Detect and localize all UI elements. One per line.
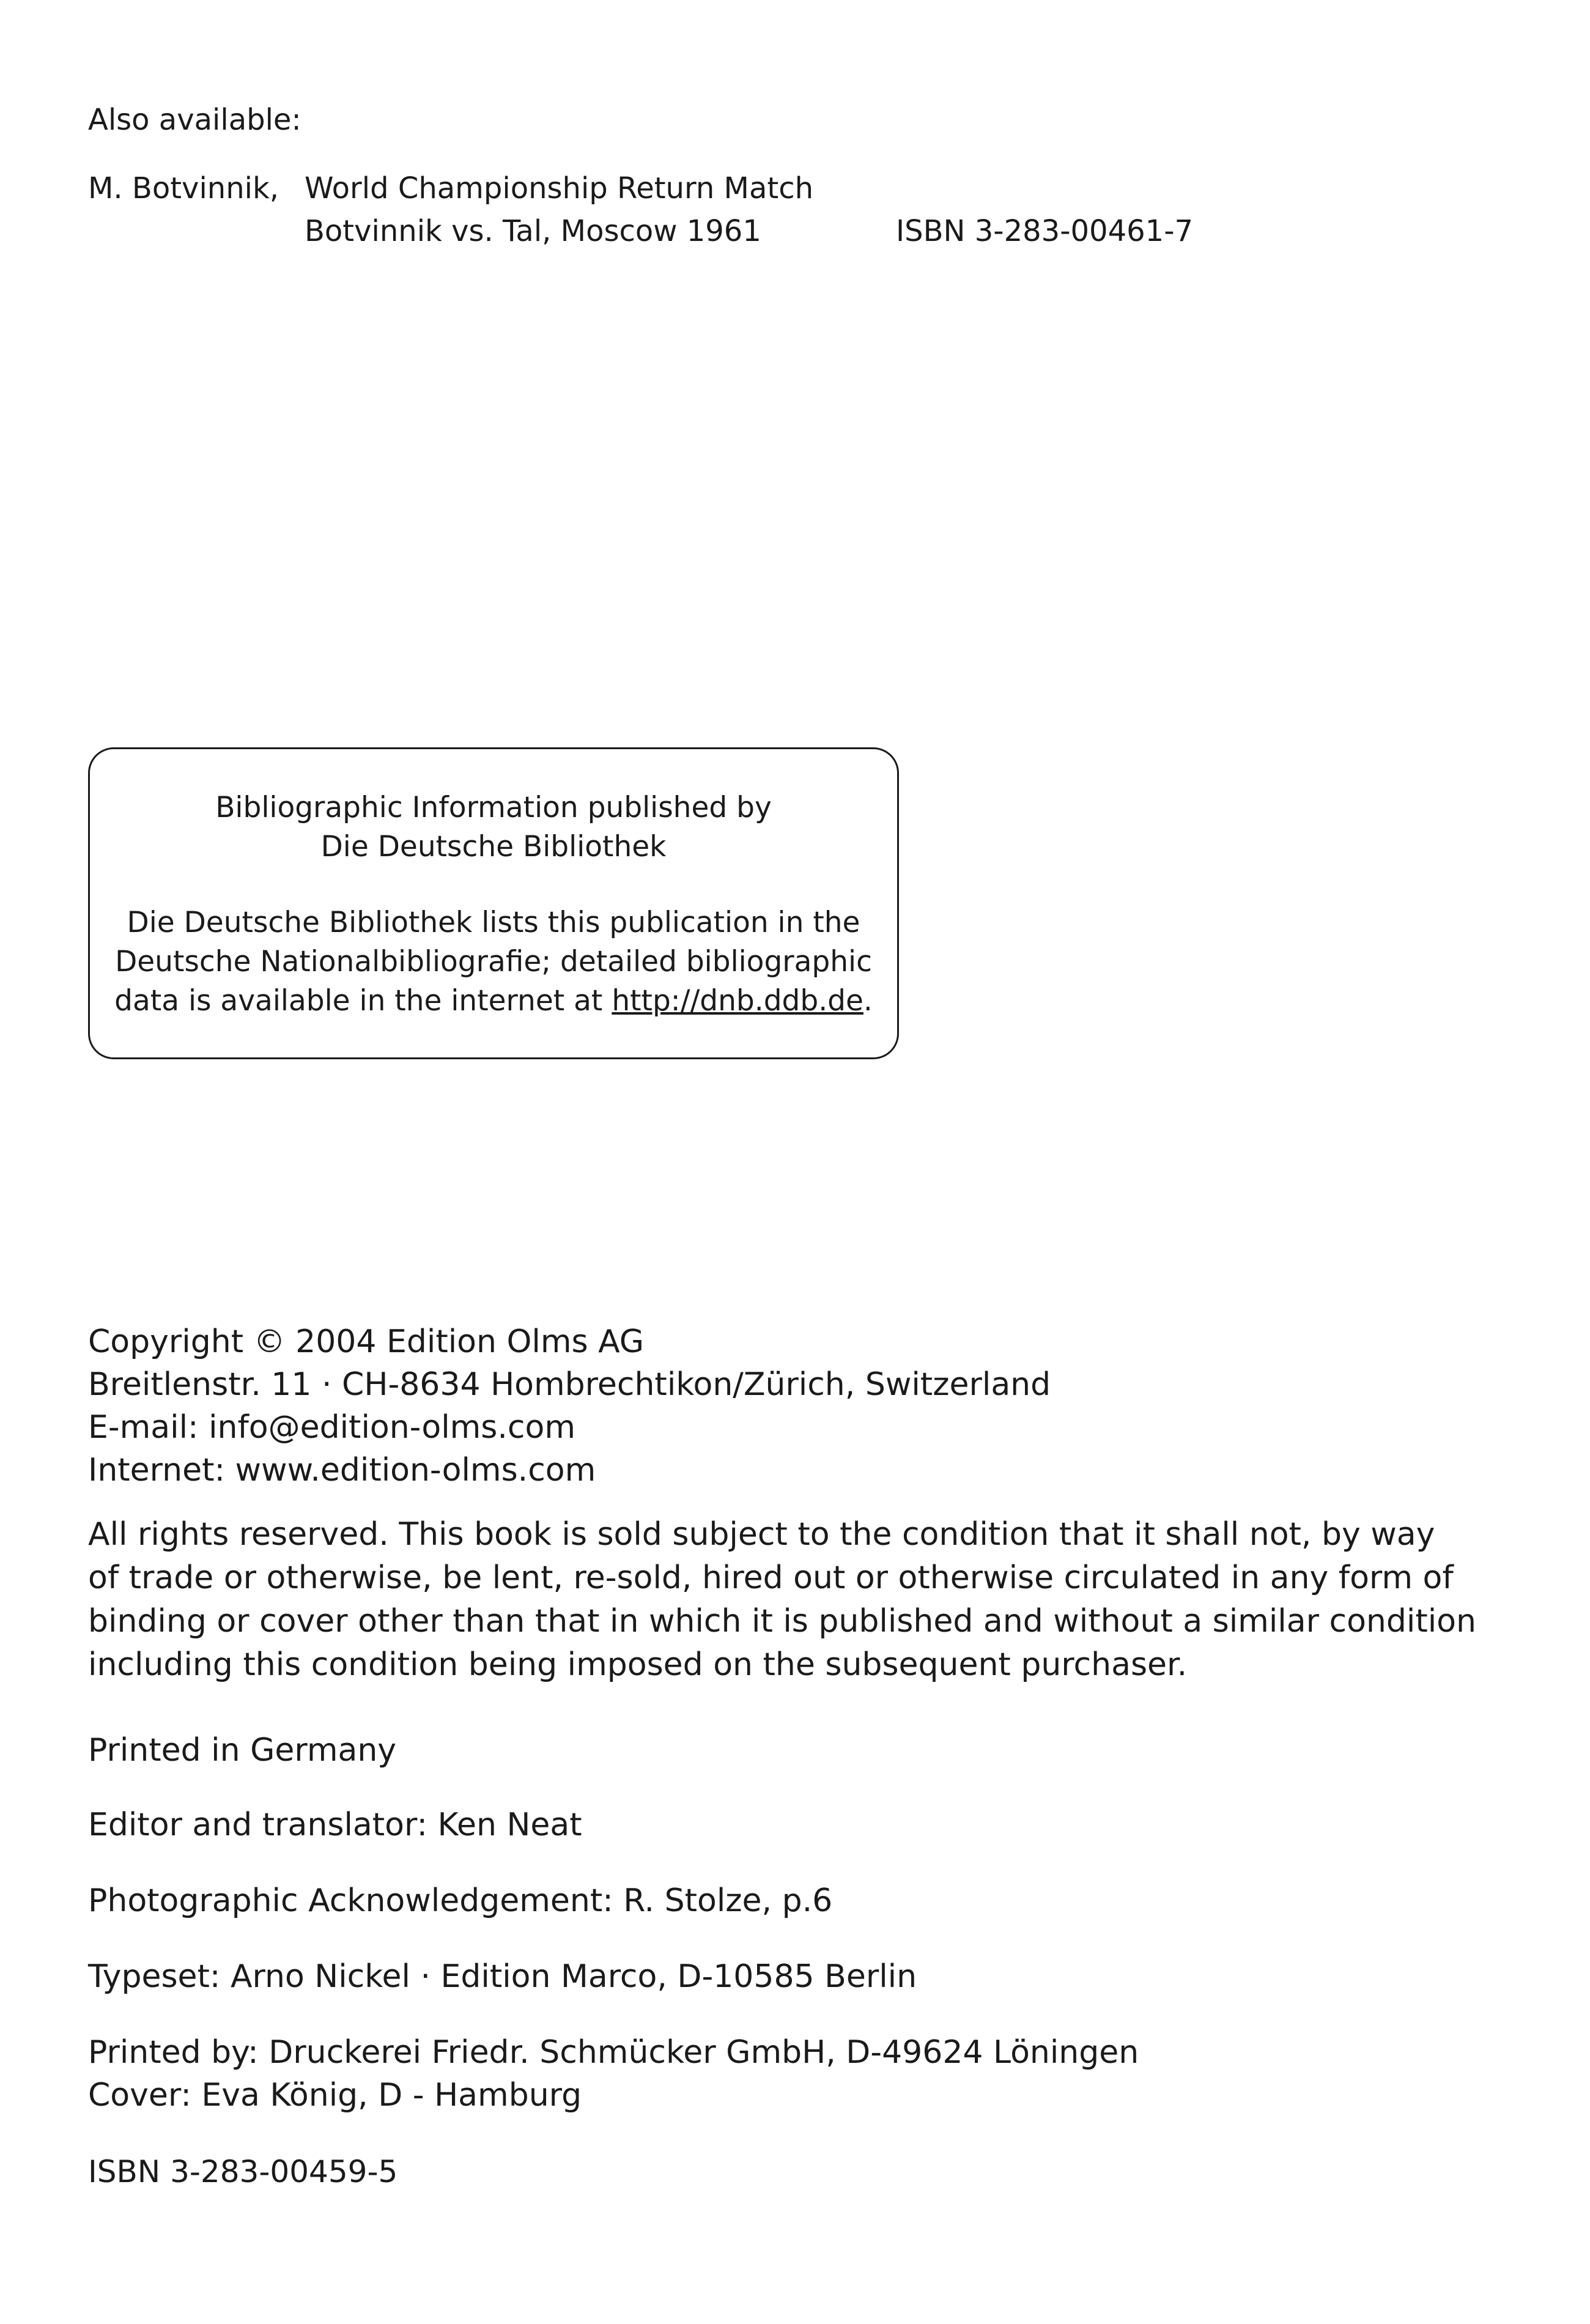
typeset-credit: Typeset: Arno Nickel · Edition Marco, D-10585 Berlin [88, 1958, 917, 1995]
biblio-line-4: Deutsche Nationalbibliografie; detailed bibliographic [115, 945, 872, 979]
biblio-line-5-text: data is available in the internet at [114, 984, 612, 1018]
dnb-link[interactable]: http://dnb.ddb.de [612, 984, 863, 1018]
also-available-heading: Also available: [88, 103, 301, 137]
biblio-line-2: Die Deutsche Bibliothek [320, 830, 667, 864]
book-isbn: ISBN 3-283-00459-5 [88, 2154, 398, 2189]
also-available-author: M. Botvinnik, [88, 171, 279, 205]
printer-credit: Printed by: Druckerei Friedr. Schmücker GmbH, D-49624 Löningen [88, 2034, 1139, 2071]
rights-line: binding or cover other than that in which it is published and without a similar condition [88, 1603, 1476, 1640]
photo-credit: Photographic Acknowledgement: R. Stolze, p.6 [88, 1882, 833, 1919]
copyright-line: Copyright © 2004 Edition Olms AG [88, 1323, 645, 1360]
rights-line: including this condition being imposed on the subsequent purchaser. [88, 1646, 1188, 1683]
publisher-email: E-mail: info@edition-olms.com [88, 1409, 575, 1446]
biblio-line-5-period: . [863, 984, 873, 1018]
biblio-line-1: Bibliographic Information published by [215, 791, 772, 824]
bibliographic-info-box [88, 747, 899, 1059]
also-available-isbn: ISBN 3-283-00461-7 [896, 214, 1194, 248]
rights-line: of trade or otherwise, be lent, re-sold, hired out or otherwise circulated in any form of [88, 1560, 1454, 1596]
rights-line: All rights reserved. This book is sold subject to the condition that it shall not, by way [88, 1516, 1435, 1553]
cover-credit: Cover: Eva König, D - Hamburg [88, 2077, 582, 2114]
biblio-line-5 [90, 984, 897, 1018]
also-available-title: World Championship Return Match [305, 171, 814, 205]
rights-paragraph [88, 1513, 1495, 1687]
editor-credit: Editor and translator: Ken Neat [88, 1807, 582, 1843]
biblio-line-3: Die Deutsche Bibliothek lists this publication in the [127, 906, 860, 939]
publisher-website: Internet: www.edition-olms.com [88, 1452, 596, 1489]
printed-in: Printed in Germany [88, 1732, 397, 1769]
publisher-address: Breitlenstr. 11 · CH-8634 Hombrechtikon/Zürich, Switzerland [88, 1366, 1051, 1403]
also-available-subtitle: Botvinnik vs. Tal, Moscow 1961 [305, 214, 761, 248]
